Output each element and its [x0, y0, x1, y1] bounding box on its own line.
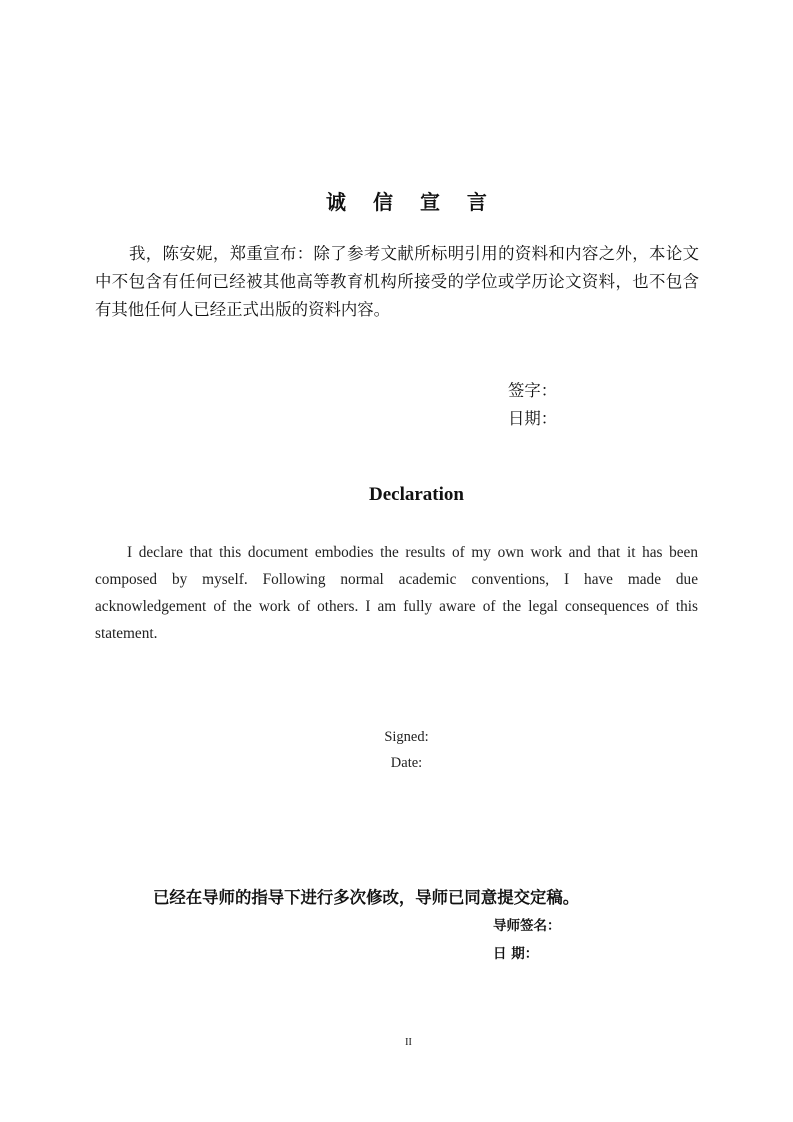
integrity-statement-body: 我，陈安妮，郑重宣布：除了参考文献所标明引用的资料和内容之外，本论文中不包含有任何已经被其他高等教育机构所接受的学位或学历论文资料，也不包含有其他任何人已经正式出版的资料内容。 — [95, 244, 699, 319]
chinese-date-label: 日期： — [508, 409, 558, 428]
page-number: II — [405, 1037, 412, 1048]
declaration-body: I declare that this document embodies the results of my own work and that it has been composed by myself. Following normal academic conventions, I have made due acknowledgement of the work of others. I am fully aware of the legal consequences of this statement. — [95, 544, 698, 642]
signed-label: Signed: — [384, 729, 429, 745]
chinese-signature-label: 签字： — [508, 381, 558, 400]
integrity-statement-title: 诚 信 宣 言 — [326, 190, 497, 214]
advisor-signature-label: 导师签名： — [493, 918, 561, 934]
declaration-title: Declaration — [369, 484, 464, 505]
advisor-approval-note: 已经在导师的指导下进行多次修改，导师已同意提交定稿。 — [153, 888, 580, 907]
declaration-date-label: Date: — [390, 755, 423, 771]
advisor-date-label: 日 期： — [493, 946, 539, 962]
